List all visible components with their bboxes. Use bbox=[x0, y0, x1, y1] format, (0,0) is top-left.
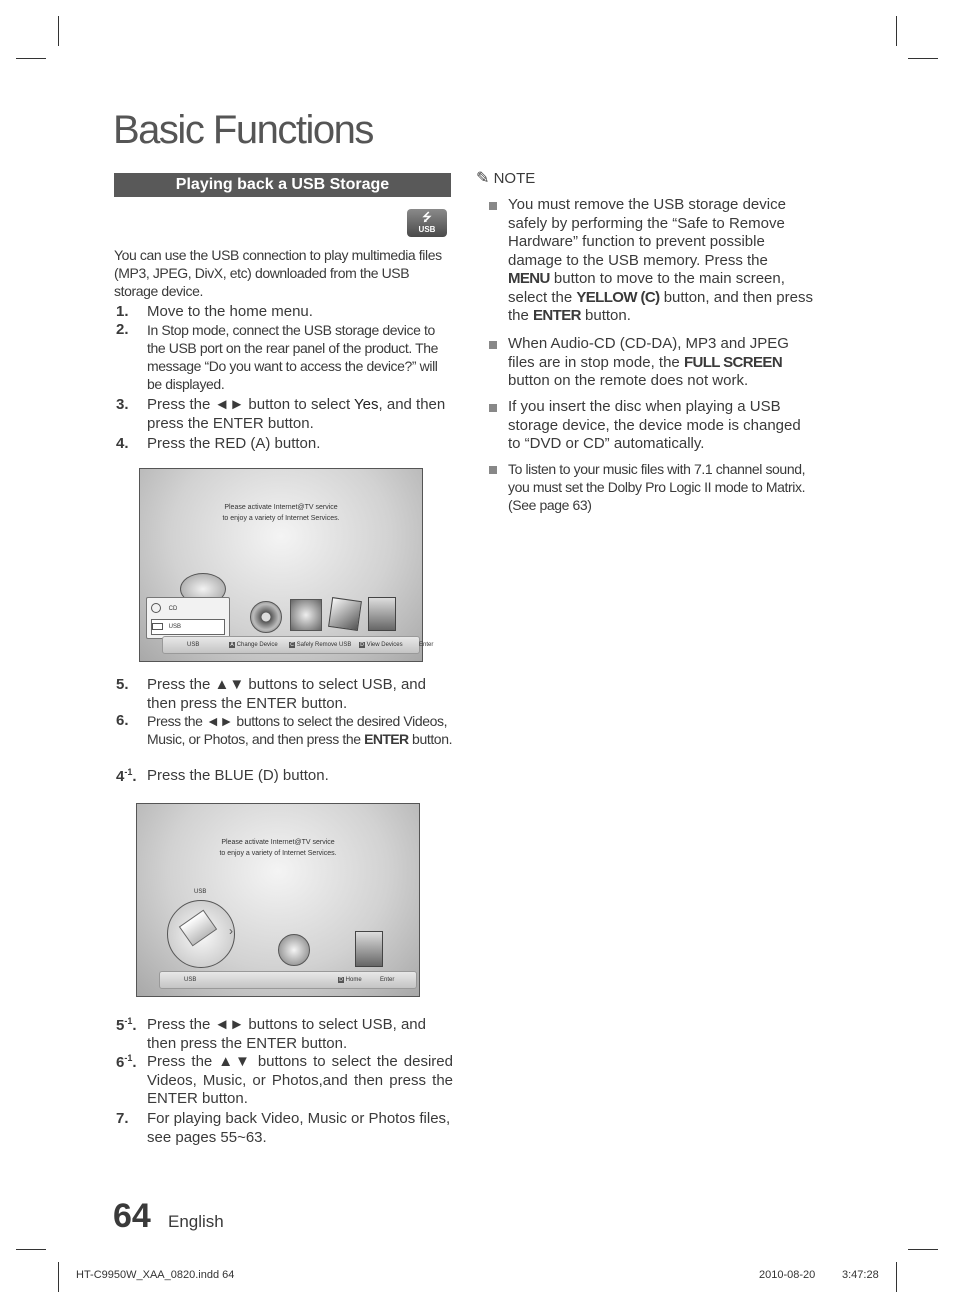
intro-paragraph: You can use the USB connection to play multimedia files (MP3, JPEG, DivX, etc) downloaded from the USB storage device. bbox=[114, 247, 442, 299]
note-item: If you insert the disc when playing a USB storage device, the device mode is changed to “DVD or CD” automatically. bbox=[508, 398, 801, 452]
screen-message: Please activate Internet@TV service to enjoy a variety of Internet Services. bbox=[219, 839, 337, 857]
section-title: Playing back a USB Storage bbox=[114, 173, 451, 197]
crop-mark bbox=[896, 16, 897, 46]
bullet-icon bbox=[489, 202, 497, 210]
usb-device-label: USB bbox=[194, 889, 207, 895]
step-number: 5. bbox=[116, 676, 129, 693]
usb-icon: ⭍ bbox=[422, 212, 432, 224]
settings-icon bbox=[368, 597, 396, 631]
bar-enter: Enter bbox=[419, 642, 434, 648]
step-number: 6. bbox=[116, 712, 129, 729]
step-text: Press the ▲▼ buttons to select USB, and then press the ENTER button. bbox=[147, 676, 426, 712]
screen-bottom-bar bbox=[162, 636, 434, 654]
bullet-icon bbox=[489, 404, 497, 412]
step-text: Press the BLUE (D) button. bbox=[147, 767, 329, 784]
step-text: Press the ◄► buttons to select USB, and then press the ENTER button. bbox=[147, 1016, 426, 1052]
step-text: Press the ▲▼ buttons to select the desired Videos, Music, or Photos,and then press the ENTER button. bbox=[147, 1053, 453, 1107]
step-number: $6^{-1}$. bbox=[116, 1053, 137, 1071]
crop-mark bbox=[16, 58, 46, 59]
step-number: 3. bbox=[116, 396, 129, 413]
usb-icon bbox=[152, 623, 163, 630]
pencil-icon: ✎ bbox=[476, 170, 490, 187]
crop-mark bbox=[58, 1262, 59, 1292]
videos-icon bbox=[250, 601, 282, 633]
note-item: You must remove the USB storage device safely by performing the “Safe to Remove Hardware” function to prevent possible damage to the USB memory. Press the MENU button to move to the main screen, select the YELLOW (C) button, and then press the ENTER button. bbox=[508, 196, 813, 324]
step-text: Move to the home menu. bbox=[147, 303, 313, 320]
step-number: 1. bbox=[116, 303, 129, 320]
screenshot-home-menu-devices bbox=[139, 468, 434, 662]
crop-mark bbox=[908, 58, 938, 59]
photos-icon bbox=[328, 597, 362, 631]
list-item-usb[interactable]: USB bbox=[151, 619, 225, 635]
internet-icon bbox=[278, 934, 310, 966]
note-item: To listen to your music files with 7.1 channel sound, you must set the Dolby Pro Logic II mode to Matrix. (See page 63) bbox=[508, 461, 806, 513]
note-heading: ✎ NOTE bbox=[476, 170, 536, 187]
device-list bbox=[146, 597, 230, 639]
crop-mark bbox=[58, 16, 59, 46]
crop-mark bbox=[16, 1249, 46, 1250]
page-number: 64 bbox=[113, 1197, 151, 1235]
step-text: Press the ◄► buttons to select the desired Videos, Music, or Photos, and then press the ENTER button. bbox=[147, 713, 453, 747]
crop-mark bbox=[908, 1249, 938, 1250]
bar-safely-remove: C Safely Remove USB bbox=[290, 642, 352, 648]
step-text: In Stop mode, connect the USB storage device to the USB port on the rear panel of the product. The message “Do you want to access the device?” will be displayed. bbox=[147, 322, 439, 392]
usb-badge bbox=[407, 209, 447, 237]
bar-view-devices: D View Devices bbox=[360, 642, 403, 648]
crop-mark bbox=[896, 1262, 897, 1292]
note-item: When Audio-CD (CD-DA), MP3 and JPEG files are in stop mode, the FULL SCREEN button on the remote does not work. bbox=[508, 335, 789, 389]
step-number: 4. bbox=[116, 435, 129, 452]
screen-message: Please activate Internet@TV service to enjoy a variety of Internet Services. bbox=[222, 504, 340, 522]
bullet-icon bbox=[489, 341, 497, 349]
settings-icon bbox=[355, 931, 383, 967]
step-number: 2. bbox=[116, 321, 129, 338]
footer-file: HT-C9950W_XAA_0820.indd 64 bbox=[76, 1269, 235, 1281]
bar-usb: USB bbox=[184, 977, 197, 983]
step-number: 7. bbox=[116, 1110, 129, 1127]
screenshot-usb-home bbox=[136, 803, 420, 997]
step-text: Press the RED (A) button. bbox=[147, 435, 321, 452]
page-title: Basic Functions bbox=[113, 108, 373, 152]
step-text: Press the ◄► button to select Yes, and then press the ENTER button. bbox=[147, 396, 446, 432]
step-text: For playing back Video, Music or Photos files, see pages 55~63. bbox=[147, 1110, 451, 1146]
page-language: English bbox=[168, 1212, 224, 1231]
bar-home: D Home bbox=[339, 977, 362, 983]
bar-change-device: A Change Device bbox=[230, 642, 278, 648]
chevron-right-icon: › bbox=[229, 924, 233, 938]
usb-badge-label: USB bbox=[418, 225, 436, 234]
screen-bottom-bar bbox=[159, 971, 417, 989]
footer-time: 3:47:28 bbox=[842, 1269, 879, 1281]
music-icon bbox=[290, 599, 322, 631]
step-number: $4^{-1}$. bbox=[116, 767, 137, 785]
step-number: $5^{-1}$. bbox=[116, 1016, 137, 1034]
bullet-icon bbox=[489, 466, 497, 474]
bar-enter: Enter bbox=[380, 977, 395, 983]
footer-date: 2010-08-20 bbox=[759, 1269, 816, 1281]
list-item-cd[interactable]: CD bbox=[151, 602, 223, 616]
disc-icon bbox=[151, 603, 161, 613]
bar-usb: USB bbox=[187, 642, 200, 648]
